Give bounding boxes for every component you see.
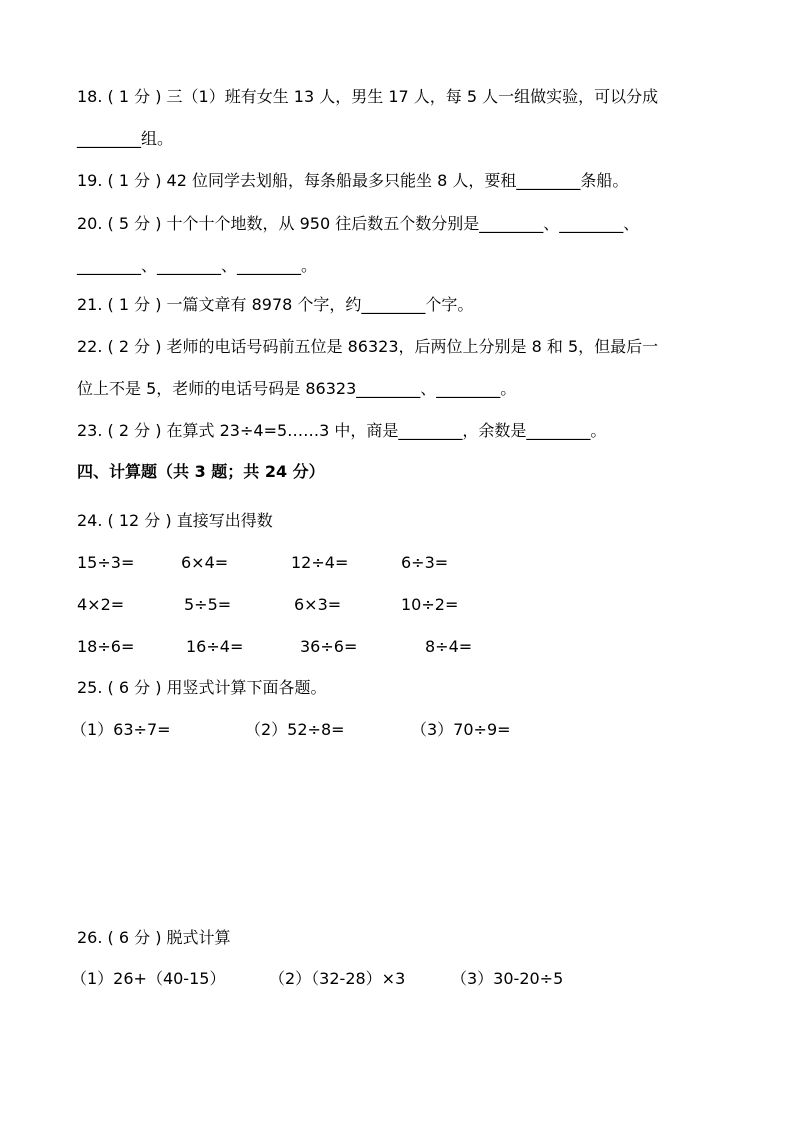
q24-expr: 16÷4= [186, 637, 244, 656]
question-18-line1: 18. ( 1 分 ) 三（1）班有女生 13 人，男生 17 人，每 5 人一组做实验，可以分成 [77, 87, 659, 106]
question-26-title: 26. ( 6 分 ) 脱式计算 [77, 928, 231, 947]
q25-item: （2）52÷8= [245, 720, 345, 739]
question-23: 23. ( 2 分 ) 在算式 23÷4=5……3 中，商是________，余数是________。 [77, 421, 607, 440]
question-21: 21. ( 1 分 ) 一篇文章有 8978 个字，约________个字。 [77, 295, 474, 314]
q26-item: （3）30-20÷5 [451, 969, 564, 988]
q24-expr: 5÷5= [184, 595, 232, 614]
q24-expr: 12÷4= [291, 553, 349, 572]
q24-expr: 6×3= [294, 595, 342, 614]
question-22-line1: 22. ( 2 分 ) 老师的电话号码前五位是 86323，后两位上分别是 8 和 5，但最后一 [77, 337, 659, 356]
q24-expr: 6×4= [181, 553, 229, 572]
q25-item: （1）63÷7= [71, 720, 171, 739]
question-25-title: 25. ( 6 分 ) 用竖式计算下面各题。 [77, 678, 327, 697]
question-20-line2: ________、________、________。 [77, 256, 318, 275]
q24-expr: 36÷6= [300, 637, 358, 656]
q24-expr: 8÷4= [425, 637, 473, 656]
q26-item: （2）（32-28）×3 [269, 969, 406, 988]
question-18-line2: ________组。 [77, 129, 174, 148]
q24-expr: 10÷2= [401, 595, 459, 614]
section-4-title: 四、计算题（共 3 题；共 24 分） [77, 462, 325, 481]
q24-expr: 6÷3= [401, 553, 449, 572]
question-24-title: 24. ( 12 分 ) 直接写出得数 [77, 511, 273, 530]
q24-expr: 4×2= [77, 595, 125, 614]
question-22-line2: 位上不是 5，老师的电话号码是 86323________、________。 [77, 379, 517, 398]
q24-expr: 15÷3= [77, 553, 135, 572]
q25-item: （3）70÷9= [411, 720, 511, 739]
q24-expr: 18÷6= [77, 637, 135, 656]
question-20-line1: 20. ( 5 分 ) 十个十个地数，从 950 往后数五个数分别是________、________、 [77, 214, 640, 233]
q26-item: （1）26+（40-15） [71, 969, 226, 988]
question-19: 19. ( 1 分 ) 42 位同学去划船，每条船最多只能坐 8 人，要租________条船。 [77, 171, 629, 190]
